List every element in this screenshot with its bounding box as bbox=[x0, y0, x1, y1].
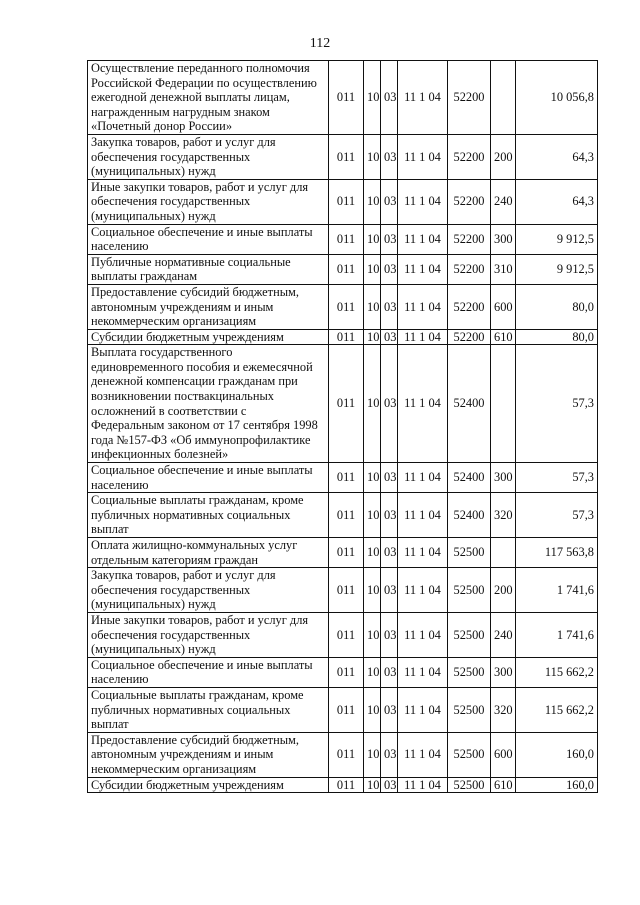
amount-value: 1 741,6 bbox=[516, 568, 598, 613]
row-description-text: Публичные нормативные социальные выплаты гражданам bbox=[91, 254, 291, 284]
table-row bbox=[88, 612, 598, 657]
program-code: 11 1 04 bbox=[398, 568, 448, 613]
program-code: 11 1 04 bbox=[398, 493, 448, 538]
expense-type-code: 610 bbox=[491, 329, 516, 345]
program-code: 11 1 04 bbox=[398, 134, 448, 179]
table-row bbox=[88, 463, 598, 493]
row-description bbox=[88, 284, 329, 329]
expense-type-code: 320 bbox=[491, 687, 516, 732]
amount-value: 1 741,6 bbox=[516, 612, 598, 657]
item-code: 52200 bbox=[448, 254, 491, 284]
section-code: 10 bbox=[364, 612, 381, 657]
row-description bbox=[88, 538, 329, 568]
ministry-code: 011 bbox=[329, 134, 364, 179]
subsection-code: 03 bbox=[381, 329, 398, 345]
row-description bbox=[88, 732, 329, 777]
ministry-code: 011 bbox=[329, 345, 364, 463]
item-code: 52400 bbox=[448, 463, 491, 493]
row-description-text: Субсидии бюджетным учреждениям bbox=[91, 329, 284, 344]
subsection-code: 03 bbox=[381, 254, 398, 284]
item-code: 52500 bbox=[448, 568, 491, 613]
expense-type-code: 240 bbox=[491, 612, 516, 657]
row-description-text: Социальное обеспечение и иные выплаты населению bbox=[91, 657, 313, 687]
row-description bbox=[88, 254, 329, 284]
table-row bbox=[88, 568, 598, 613]
row-description bbox=[88, 134, 329, 179]
item-code: 52200 bbox=[448, 61, 491, 135]
amount-value: 64,3 bbox=[516, 179, 598, 224]
expense-type-code: 320 bbox=[491, 493, 516, 538]
subsection-code: 03 bbox=[381, 284, 398, 329]
row-description bbox=[88, 777, 329, 793]
expense-type-code: 240 bbox=[491, 179, 516, 224]
ministry-code: 011 bbox=[329, 224, 364, 254]
ministry-code: 011 bbox=[329, 612, 364, 657]
item-code: 52500 bbox=[448, 777, 491, 793]
subsection-code: 03 bbox=[381, 463, 398, 493]
subsection-code: 03 bbox=[381, 345, 398, 463]
section-code: 10 bbox=[364, 345, 381, 463]
amount-value: 115 662,2 bbox=[516, 687, 598, 732]
subsection-code: 03 bbox=[381, 568, 398, 613]
row-description-text: Предоставление субсидий бюджетным, автономным учреждениям и иным некоммерческим организациям bbox=[91, 732, 299, 776]
table-row bbox=[88, 254, 598, 284]
expense-type-code bbox=[491, 345, 516, 463]
expense-type-code: 300 bbox=[491, 657, 516, 687]
ministry-code: 011 bbox=[329, 538, 364, 568]
expense-type-code: 200 bbox=[491, 134, 516, 179]
table-row bbox=[88, 345, 598, 463]
row-description-text: Социальное обеспечение и иные выплаты населению bbox=[91, 463, 313, 492]
program-code: 11 1 04 bbox=[398, 179, 448, 224]
section-code: 10 bbox=[364, 777, 381, 793]
section-code: 10 bbox=[364, 284, 381, 329]
program-code: 11 1 04 bbox=[398, 284, 448, 329]
row-description bbox=[88, 463, 329, 493]
item-code: 52200 bbox=[448, 329, 491, 345]
program-code: 11 1 04 bbox=[398, 687, 448, 732]
amount-value: 160,0 bbox=[516, 732, 598, 777]
program-code: 11 1 04 bbox=[398, 254, 448, 284]
ministry-code: 011 bbox=[329, 732, 364, 777]
row-description-text: Субсидии бюджетным учреждениям bbox=[91, 777, 284, 792]
row-description-text: Социальные выплаты гражданам, кроме публичных нормативных социальных выплат bbox=[91, 493, 304, 537]
item-code: 52200 bbox=[448, 284, 491, 329]
expense-type-code: 600 bbox=[491, 284, 516, 329]
table-row bbox=[88, 777, 598, 793]
subsection-code: 03 bbox=[381, 732, 398, 777]
page-number: 112 bbox=[309, 36, 331, 51]
item-code: 52400 bbox=[448, 493, 491, 538]
program-code: 11 1 04 bbox=[398, 732, 448, 777]
section-code: 10 bbox=[364, 329, 381, 345]
row-description bbox=[88, 657, 329, 687]
row-description bbox=[88, 61, 329, 135]
row-description-text: Иные закупки товаров, работ и услуг для обеспечения государственных (муниципальных) нужд bbox=[91, 179, 309, 223]
amount-value: 57,3 bbox=[516, 345, 598, 463]
budget-table bbox=[87, 60, 598, 793]
subsection-code: 03 bbox=[381, 134, 398, 179]
row-description bbox=[88, 568, 329, 613]
row-description bbox=[88, 179, 329, 224]
amount-value: 80,0 bbox=[516, 284, 598, 329]
budget-table-body bbox=[88, 61, 598, 793]
amount-value: 9 912,5 bbox=[516, 254, 598, 284]
item-code: 52200 bbox=[448, 179, 491, 224]
row-description bbox=[88, 493, 329, 538]
item-code: 52400 bbox=[448, 345, 491, 463]
section-code: 10 bbox=[364, 179, 381, 224]
expense-type-code: 300 bbox=[491, 224, 516, 254]
program-code: 11 1 04 bbox=[398, 777, 448, 793]
expense-type-code: 600 bbox=[491, 732, 516, 777]
amount-value: 117 563,8 bbox=[516, 538, 598, 568]
subsection-code: 03 bbox=[381, 612, 398, 657]
ministry-code: 011 bbox=[329, 179, 364, 224]
section-code: 10 bbox=[364, 224, 381, 254]
item-code: 52500 bbox=[448, 687, 491, 732]
row-description bbox=[88, 224, 329, 254]
section-code: 10 bbox=[364, 493, 381, 538]
item-code: 52200 bbox=[448, 134, 491, 179]
amount-value: 57,3 bbox=[516, 463, 598, 493]
table-row bbox=[88, 224, 598, 254]
row-description-text: Социальные выплаты гражданам, кроме публичных нормативных социальных выплат bbox=[91, 687, 304, 732]
ministry-code: 011 bbox=[329, 777, 364, 793]
table-row bbox=[88, 284, 598, 329]
program-code: 11 1 04 bbox=[398, 329, 448, 345]
row-description-text: Закупка товаров, работ и услуг для обеспечения государственных (муниципальных) нужд bbox=[91, 134, 276, 179]
row-description bbox=[88, 687, 329, 732]
row-description bbox=[88, 345, 329, 463]
row-description-text: Закупка товаров, работ и услуг для обеспечения государственных (муниципальных) нужд bbox=[91, 568, 276, 612]
ministry-code: 011 bbox=[329, 254, 364, 284]
row-description-text: Социальное обеспечение и иные выплаты населению bbox=[91, 224, 313, 254]
amount-value: 57,3 bbox=[516, 493, 598, 538]
expense-type-code: 610 bbox=[491, 777, 516, 793]
expense-type-code: 200 bbox=[491, 568, 516, 613]
item-code: 52200 bbox=[448, 224, 491, 254]
subsection-code: 03 bbox=[381, 61, 398, 135]
expense-type-code bbox=[491, 61, 516, 135]
program-code: 11 1 04 bbox=[398, 612, 448, 657]
section-code: 10 bbox=[364, 463, 381, 493]
section-code: 10 bbox=[364, 732, 381, 777]
item-code: 52500 bbox=[448, 657, 491, 687]
program-code: 11 1 04 bbox=[398, 657, 448, 687]
section-code: 10 bbox=[364, 254, 381, 284]
row-description bbox=[88, 329, 329, 345]
amount-value: 10 056,8 bbox=[516, 61, 598, 135]
expense-type-code: 310 bbox=[491, 254, 516, 284]
section-code: 10 bbox=[364, 657, 381, 687]
item-code: 52500 bbox=[448, 612, 491, 657]
ministry-code: 011 bbox=[329, 568, 364, 613]
subsection-code: 03 bbox=[381, 493, 398, 538]
section-code: 10 bbox=[364, 134, 381, 179]
program-code: 11 1 04 bbox=[398, 345, 448, 463]
table-row bbox=[88, 61, 598, 135]
table-row bbox=[88, 538, 598, 568]
amount-value: 80,0 bbox=[516, 329, 598, 345]
table-row bbox=[88, 179, 598, 224]
section-code: 10 bbox=[364, 61, 381, 135]
ministry-code: 011 bbox=[329, 61, 364, 135]
table-row bbox=[88, 657, 598, 687]
ministry-code: 011 bbox=[329, 493, 364, 538]
row-description-text: Оплата жилищно-коммунальных услуг отдельным категориям граждан bbox=[91, 538, 298, 567]
subsection-code: 03 bbox=[381, 687, 398, 732]
amount-value: 9 912,5 bbox=[516, 224, 598, 254]
row-description-text: Выплата государственного единовременного пособия и ежемесячной денежной компенсации гражданам при возникновении поствакцинальных осложнений в соответствии с Федеральным законом от 17 сентября 1998 года №157-ФЗ «Об иммунопрофилактике инфекционных болезней» bbox=[91, 345, 318, 462]
table-row bbox=[88, 687, 598, 732]
subsection-code: 03 bbox=[381, 657, 398, 687]
ministry-code: 011 bbox=[329, 687, 364, 732]
subsection-code: 03 bbox=[381, 179, 398, 224]
subsection-code: 03 bbox=[381, 224, 398, 254]
amount-value: 160,0 bbox=[516, 777, 598, 793]
table-row bbox=[88, 134, 598, 179]
section-code: 10 bbox=[364, 538, 381, 568]
program-code: 11 1 04 bbox=[398, 463, 448, 493]
amount-value: 115 662,2 bbox=[516, 657, 598, 687]
subsection-code: 03 bbox=[381, 538, 398, 568]
program-code: 11 1 04 bbox=[398, 538, 448, 568]
expense-type-code bbox=[491, 538, 516, 568]
row-description-text: Иные закупки товаров, работ и услуг для обеспечения государственных (муниципальных) нужд bbox=[91, 612, 309, 657]
row-description-text: Предоставление субсидий бюджетным, автономным учреждениям и иным некоммерческим организациям bbox=[91, 284, 299, 329]
ministry-code: 011 bbox=[329, 657, 364, 687]
item-code: 52500 bbox=[448, 732, 491, 777]
table-row bbox=[88, 732, 598, 777]
ministry-code: 011 bbox=[329, 463, 364, 493]
section-code: 10 bbox=[364, 568, 381, 613]
row-description-text: Осуществление переданного полномочия Российской Федерации по осуществлению ежегодной денежной выплаты лицам, награжденным нагрудным знаком «Почетный донор России» bbox=[91, 61, 317, 134]
ministry-code: 011 bbox=[329, 284, 364, 329]
section-code: 10 bbox=[364, 687, 381, 732]
amount-value: 64,3 bbox=[516, 134, 598, 179]
program-code: 11 1 04 bbox=[398, 61, 448, 135]
program-code: 11 1 04 bbox=[398, 224, 448, 254]
item-code: 52500 bbox=[448, 538, 491, 568]
expense-type-code: 300 bbox=[491, 463, 516, 493]
subsection-code: 03 bbox=[381, 777, 398, 793]
ministry-code: 011 bbox=[329, 329, 364, 345]
table-row bbox=[88, 329, 598, 345]
row-description bbox=[88, 612, 329, 657]
table-row bbox=[88, 493, 598, 538]
